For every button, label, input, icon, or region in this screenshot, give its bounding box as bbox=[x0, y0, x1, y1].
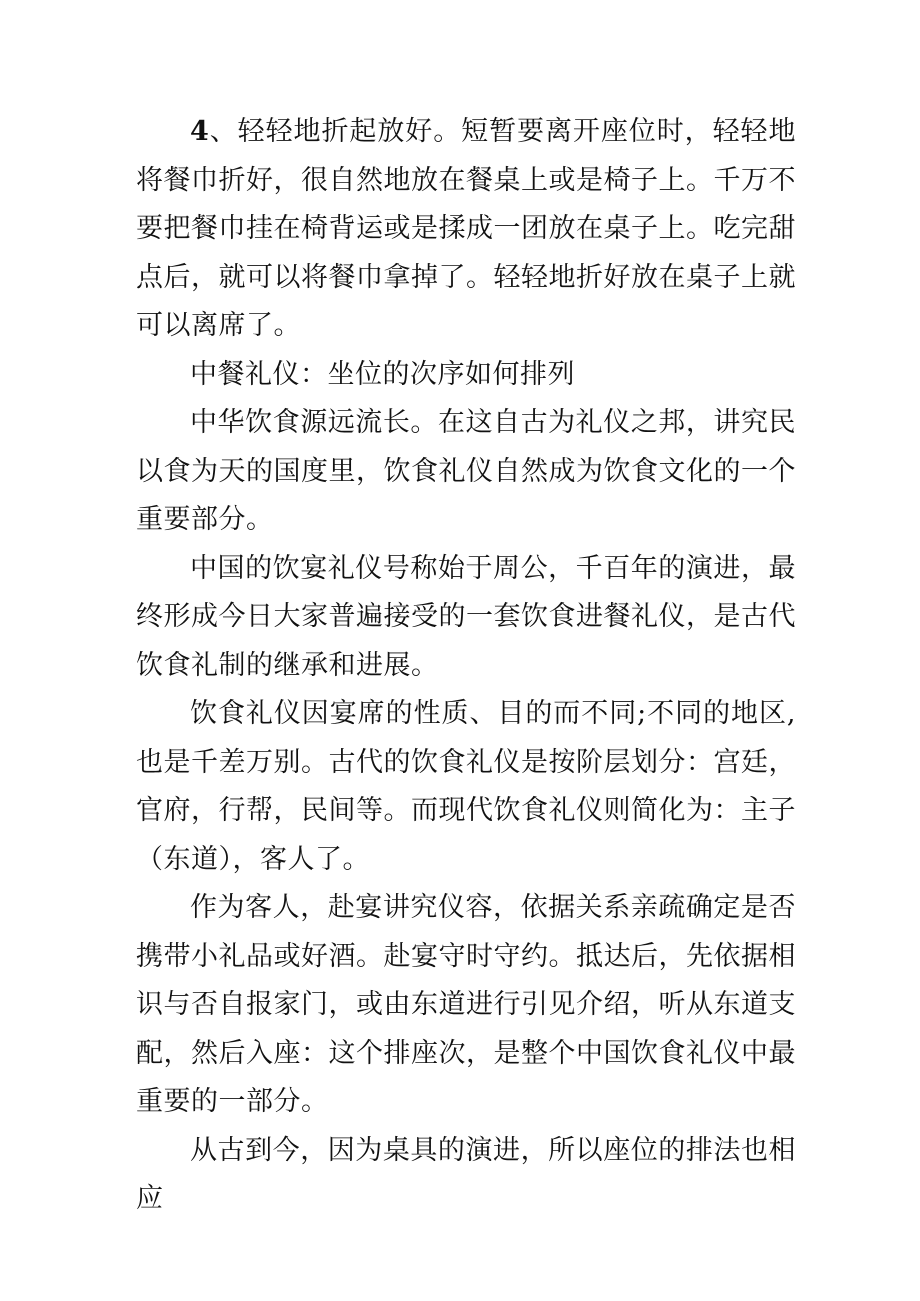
paragraph-intro: 中华饮食源远流长。在这自古为礼仪之邦，讲究民以食为天的国度里，饮食礼仪自然成为饮食文化的一个重要部分。 bbox=[136, 407, 796, 535]
section-heading: 中餐礼仪：坐位的次序如何排列 bbox=[190, 358, 575, 390]
paragraph-seating-evolution: 从古到今，因为桌具的演进，所以座位的排法也相应 bbox=[136, 1134, 796, 1214]
document-body bbox=[136, 108, 796, 1224]
paragraph-history: 中国的饮宴礼仪号称始于周公，千百年的演进，最终形成今日大家普遍接受的一套饮食进餐礼仪，是古代饮食礼制的继承和进展。 bbox=[136, 552, 796, 681]
paragraph-text: 、轻轻地折起放好。短暂要离开座位时，轻轻地将餐巾折好，很自然地放在餐桌上或是椅子上。千万不要把餐巾挂在椅背运或是揉成一团放在桌子上。吃完甜点后，就可以将餐巾拿掉了。轻轻地折好放在桌子上就可以离席了。 bbox=[136, 116, 796, 341]
paragraph-napkin-folding bbox=[136, 108, 796, 351]
paragraph-differences: 饮食礼仪因宴席的性质、目的而不同;不同的地区,也是千差万别。古代的饮食礼仪是按阶层划分：宫廷，官府，行帮，民间等。而现代饮食礼仪则简化为：主子（东道），客人了。 bbox=[136, 698, 796, 875]
paragraph-guest-etiquette: 作为客人，赴宴讲究仪容，依据关系亲疏确定是否携带小礼品或好酒。赴宴守时守约。抵达后，先依据相识与否自报家门，或由东道进行引见介绍，听从东道支配，然后入座：这个排座次，是整个中国饮食礼仪中最重要的一部分。 bbox=[136, 892, 796, 1117]
item-number: 4 bbox=[190, 116, 210, 147]
